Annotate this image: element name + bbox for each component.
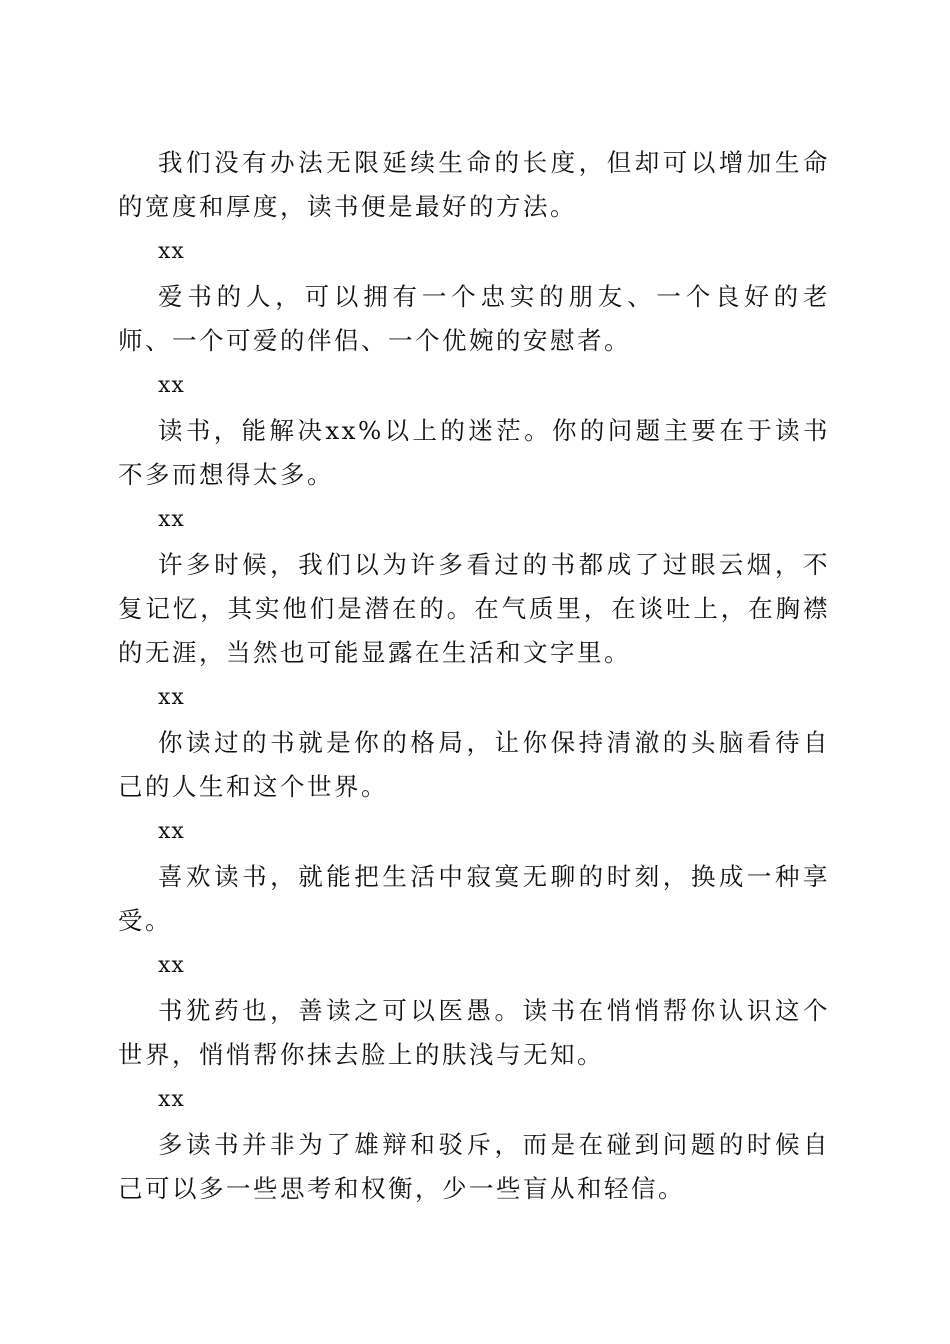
paragraph: 读书，能解决xx%以上的迷茫。你的问题主要在于读书不多而想得太多。	[118, 416, 830, 489]
separator-text: xx	[158, 953, 185, 978]
paragraph: 爱书的人，可以拥有一个忠实的朋友、一个良好的老师、一个可爱的伴侣、一个优婉的安慰者。	[118, 282, 830, 355]
separator-text: xx	[158, 819, 185, 844]
separator-text: xx	[158, 1087, 185, 1112]
separator-text: xx	[158, 685, 185, 710]
paragraph: 书犹药也，善读之可以医愚。读书在悄悄帮你认识这个世界，悄悄帮你抹去脸上的肤浅与无知。	[118, 996, 830, 1069]
paragraph: 我们没有办法无限延续生命的长度，但却可以增加生命的宽度和厚度，读书便是最好的方法。	[118, 148, 830, 221]
document-body	[118, 141, 830, 1211]
separator-text: xx	[158, 507, 185, 532]
paragraph: 你读过的书就是你的格局，让你保持清澈的头脑看待自己的人生和这个世界。	[118, 728, 830, 801]
separator-text: xx	[158, 373, 185, 398]
paragraph: 喜欢读书，就能把生活中寂寞无聊的时刻，换成一种享受。	[118, 862, 830, 935]
paragraph: 许多时候，我们以为许多看过的书都成了过眼云烟，不复记忆，其实他们是潜在的。在气质里，在谈吐上，在胸襟的无涯，当然也可能显露在生活和文字里。	[118, 550, 830, 667]
paragraph: 多读书并非为了雄辩和驳斥，而是在碰到问题的时候自己可以多一些思考和权衡，少一些盲从和轻信。	[118, 1130, 830, 1203]
separator-text: xx	[158, 239, 185, 264]
